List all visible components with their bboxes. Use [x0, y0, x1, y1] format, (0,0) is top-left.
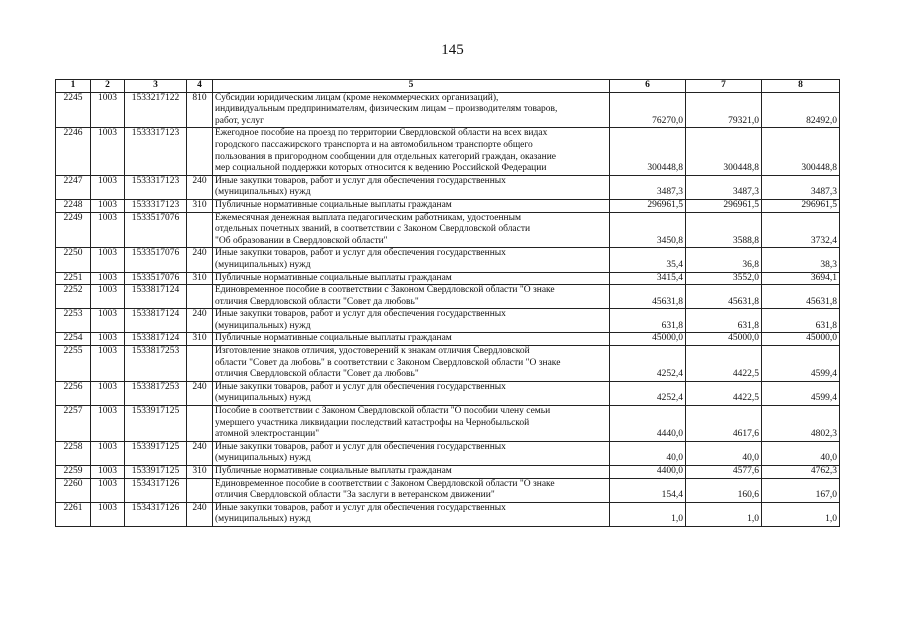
amount-col8: 4599,4: [762, 346, 840, 382]
amount-col6: 4400,0: [610, 466, 686, 479]
amount-col8: 1,0: [762, 502, 840, 526]
target-code: 1533317123: [125, 199, 187, 212]
table-row: [56, 199, 840, 212]
table-row: [56, 333, 840, 346]
table-row: [56, 175, 840, 199]
amount-col6: 45000,0: [610, 333, 686, 346]
target-code: 1533317123: [125, 128, 187, 175]
section-code: 1003: [91, 309, 125, 333]
header-col-5: 5: [213, 80, 610, 93]
target-code: 1533817124: [125, 309, 187, 333]
amount-col7: 4617,6: [686, 406, 762, 442]
target-code: 1533817124: [125, 333, 187, 346]
page-number: 145: [441, 42, 464, 58]
target-code: 1533817253: [125, 346, 187, 382]
table-row: [56, 309, 840, 333]
section-code: 1003: [91, 333, 125, 346]
row-number: 2258: [56, 441, 91, 465]
expense-type: 310: [187, 199, 213, 212]
target-code: 1533517076: [125, 212, 187, 248]
row-number: 2251: [56, 272, 91, 285]
row-number: 2248: [56, 199, 91, 212]
amount-col6: 300448,8: [610, 128, 686, 175]
table-header-row: [56, 80, 840, 93]
row-number: 2252: [56, 285, 91, 309]
header-col-8: 8: [762, 80, 840, 93]
row-number: 2249: [56, 212, 91, 248]
amount-col8: 3694,1: [762, 272, 840, 285]
amount-col8: 4762,3: [762, 466, 840, 479]
row-number: 2260: [56, 478, 91, 502]
amount-col6: 1,0: [610, 502, 686, 526]
amount-col6: 3450,8: [610, 212, 686, 248]
row-number: 2254: [56, 333, 91, 346]
header-col-7: 7: [686, 80, 762, 93]
amount-col6: 4252,4: [610, 381, 686, 405]
amount-col8: 4802,3: [762, 406, 840, 442]
row-number: 2261: [56, 502, 91, 526]
expense-type: 310: [187, 272, 213, 285]
target-code: 1534317126: [125, 502, 187, 526]
section-code: 1003: [91, 441, 125, 465]
description: Публичные нормативные социальные выплаты гражданам: [213, 272, 610, 285]
row-number: 2255: [56, 346, 91, 382]
amount-col8: 45631,8: [762, 285, 840, 309]
amount-col8: 45000,0: [762, 333, 840, 346]
amount-col8: 296961,5: [762, 199, 840, 212]
expense-type: 810: [187, 92, 213, 128]
description: Ежемесячная денежная выплата педагогическим работникам, удостоенным отдельных почетных званий, в соответствии с Законом Свердловской области "Об образовании в Свердловской области": [213, 212, 610, 248]
amount-col7: 4422,5: [686, 346, 762, 382]
amount-col6: 35,4: [610, 248, 686, 272]
target-code: 1533917125: [125, 466, 187, 479]
amount-col6: 4440,0: [610, 406, 686, 442]
amount-col6: 76270,0: [610, 92, 686, 128]
expense-type: [187, 285, 213, 309]
section-code: 1003: [91, 381, 125, 405]
row-number: 2257: [56, 406, 91, 442]
amount-col8: 3732,4: [762, 212, 840, 248]
description: Иные закупки товаров, работ и услуг для обеспечения государственных (муниципальных) нужд: [213, 309, 610, 333]
description: Пособие в соответствии с Законом Свердловской области "О пособии члену семьи умершего участника ликвидации последствий катастрофы на Чернобыльской атомной электростанции": [213, 406, 610, 442]
expense-type: 310: [187, 333, 213, 346]
amount-col7: 631,8: [686, 309, 762, 333]
description: Ежегодное пособие на проезд по территории Свердловской области на всех видах городского пассажирского транспорта и на автомобильном транспорте общего пользования в пригородном сообщении для отдельных категорий граждан, оказание мер социальной поддержки которых относится к ведению Российской Федерации: [213, 128, 610, 175]
amount-col8: 631,8: [762, 309, 840, 333]
row-number: 2256: [56, 381, 91, 405]
table-row: [56, 285, 840, 309]
amount-col8: 300448,8: [762, 128, 840, 175]
amount-col6: 631,8: [610, 309, 686, 333]
section-code: 1003: [91, 502, 125, 526]
amount-col8: 167,0: [762, 478, 840, 502]
amount-col7: 300448,8: [686, 128, 762, 175]
row-number: 2259: [56, 466, 91, 479]
table-row: [56, 346, 840, 382]
amount-col8: 3487,3: [762, 175, 840, 199]
amount-col7: 4422,5: [686, 381, 762, 405]
amount-col7: 45000,0: [686, 333, 762, 346]
amount-col6: 40,0: [610, 441, 686, 465]
description: Публичные нормативные социальные выплаты гражданам: [213, 199, 610, 212]
target-code: 1533517076: [125, 272, 187, 285]
amount-col7: 1,0: [686, 502, 762, 526]
row-number: 2246: [56, 128, 91, 175]
header-col-6: 6: [610, 80, 686, 93]
row-number: 2245: [56, 92, 91, 128]
amount-col8: 38,3: [762, 248, 840, 272]
target-code: 1533217122: [125, 92, 187, 128]
expense-type: 240: [187, 502, 213, 526]
header-col-3: 3: [125, 80, 187, 93]
table-row: [56, 441, 840, 465]
section-code: 1003: [91, 478, 125, 502]
table-row: [56, 406, 840, 442]
amount-col6: 45631,8: [610, 285, 686, 309]
section-code: 1003: [91, 128, 125, 175]
target-code: 1533817124: [125, 285, 187, 309]
expense-type: 240: [187, 175, 213, 199]
amount-col6: 3415,4: [610, 272, 686, 285]
target-code: 1533917125: [125, 406, 187, 442]
amount-col7: 3588,8: [686, 212, 762, 248]
target-code: 1534317126: [125, 478, 187, 502]
amount-col7: 296961,5: [686, 199, 762, 212]
description: Иные закупки товаров, работ и услуг для обеспечения государственных (муниципальных) нужд: [213, 441, 610, 465]
budget-table: [55, 79, 840, 527]
expense-type: 240: [187, 248, 213, 272]
table-row: [56, 381, 840, 405]
section-code: 1003: [91, 406, 125, 442]
target-code: 1533317123: [125, 175, 187, 199]
target-code: 1533917125: [125, 441, 187, 465]
section-code: 1003: [91, 285, 125, 309]
amount-col7: 36,8: [686, 248, 762, 272]
section-code: 1003: [91, 175, 125, 199]
header-col-2: 2: [91, 80, 125, 93]
row-number: 2250: [56, 248, 91, 272]
expense-type: [187, 478, 213, 502]
header-col-1: 1: [56, 80, 91, 93]
table-row: [56, 92, 840, 128]
section-code: 1003: [91, 272, 125, 285]
amount-col6: 3487,3: [610, 175, 686, 199]
target-code: 1533817253: [125, 381, 187, 405]
expense-type: [187, 212, 213, 248]
description: Единовременное пособие в соответствии с Законом Свердловской области "О знаке отличия Свердловской области "За заслуги в ветеранском движении": [213, 478, 610, 502]
section-code: 1003: [91, 346, 125, 382]
expense-type: [187, 406, 213, 442]
header-col-4: 4: [187, 80, 213, 93]
amount-col7: 40,0: [686, 441, 762, 465]
amount-col7: 45631,8: [686, 285, 762, 309]
description: Публичные нормативные социальные выплаты гражданам: [213, 466, 610, 479]
expense-type: [187, 128, 213, 175]
table-row: [56, 248, 840, 272]
amount-col6: 154,4: [610, 478, 686, 502]
table-row: [56, 502, 840, 526]
section-code: 1003: [91, 248, 125, 272]
expense-type: 240: [187, 441, 213, 465]
table-row: [56, 212, 840, 248]
amount-col8: 40,0: [762, 441, 840, 465]
description: Изготовление знаков отличия, удостоверений к знакам отличия Свердловской области "Совет да любовь" в соответствии с Законом Свердловской области "О знаке отличия Свердловской области "Совет да любовь": [213, 346, 610, 382]
amount-col8: 4599,4: [762, 381, 840, 405]
expense-type: [187, 346, 213, 382]
row-number: 2253: [56, 309, 91, 333]
description: Единовременное пособие в соответствии с Законом Свердловской области "О знаке отличия Свердловской области "Совет да любовь": [213, 285, 610, 309]
section-code: 1003: [91, 199, 125, 212]
amount-col7: 3487,3: [686, 175, 762, 199]
description: Публичные нормативные социальные выплаты гражданам: [213, 333, 610, 346]
description: Субсидии юридическим лицам (кроме некоммерческих организаций), индивидуальным предпринимателям, физическим лицам – производителям товаров, работ, услуг: [213, 92, 610, 128]
table-row: [56, 478, 840, 502]
table-row: [56, 466, 840, 479]
description: Иные закупки товаров, работ и услуг для обеспечения государственных (муниципальных) нужд: [213, 502, 610, 526]
amount-col6: 4252,4: [610, 346, 686, 382]
amount-col7: 3552,0: [686, 272, 762, 285]
row-number: 2247: [56, 175, 91, 199]
expense-type: 240: [187, 309, 213, 333]
amount-col8: 82492,0: [762, 92, 840, 128]
section-code: 1003: [91, 212, 125, 248]
amount-col6: 296961,5: [610, 199, 686, 212]
amount-col7: 4577,6: [686, 466, 762, 479]
expense-type: 240: [187, 381, 213, 405]
expense-type: 310: [187, 466, 213, 479]
amount-col7: 160,6: [686, 478, 762, 502]
section-code: 1003: [91, 92, 125, 128]
section-code: 1003: [91, 466, 125, 479]
description: Иные закупки товаров, работ и услуг для обеспечения государственных (муниципальных) нужд: [213, 248, 610, 272]
description: Иные закупки товаров, работ и услуг для обеспечения государственных (муниципальных) нужд: [213, 175, 610, 199]
description: Иные закупки товаров, работ и услуг для обеспечения государственных (муниципальных) нужд: [213, 381, 610, 405]
amount-col7: 79321,0: [686, 92, 762, 128]
table-row: [56, 272, 840, 285]
table-row: [56, 128, 840, 175]
target-code: 1533517076: [125, 248, 187, 272]
